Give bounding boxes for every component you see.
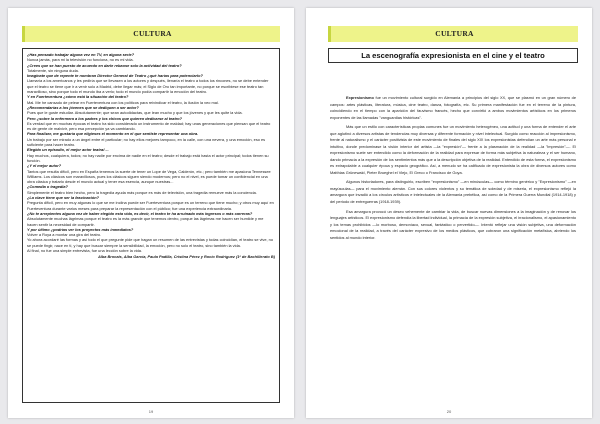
interview-answer: Tantos que resulta difícil, pero en España tenemos la suerte de tener un Lope de Vega, Calderón, etc.; pero también me apasiona Tennessee Williams. Los clásicos son maravillosos, pues los clásicos siguen siendo modernos; pero no el nivel, es puede tomar un confidencial en una obra clásica y tratarlo desde el mundo actual y tener esa esencia, aunque nuestras... [27,168,271,185]
interview-question: ¿La clave tiene que ser la fascinación? [27,195,100,201]
interview-question: ¿Has pensado trabajar alguna vez en TV, en alguna serie? [27,52,135,57]
section-header [22,26,280,42]
right-page [306,8,592,418]
interview-signature: Alba Brocais, Alba García, Paula Padilla, Cristina Pérez y Rocío Rodríguez (1º de Bachillerato B) [97,254,275,260]
interview-answer: Es verdad que en muchas épocas el teatro ha sido considerado un instrumento de maldad; hay unas generaciones que piensan que el teatro es de gente de malvivir, pero esa percepción ya va cambiando. [27,120,271,132]
page-number: 19 [148,409,154,414]
interview-question: ¿Recomendarías a los jóvenes que se dediquen a ser actor? [27,104,139,110]
interview-question: ¿Y el mejor autor? [27,163,62,169]
paragraph-text: Más que un estilo con características propias comunes fue un movimiento heterogéneo, una actitud y una forma de entender el arte que aglutinó a diversos artistas de tendencias muy diversas y diferente formación y nivel intelectual. Surgido como reacción al impresionismo, frente al naturalismo y el carácter positivista de este movimiento de finales del siglo XIX los expresionistas defendían un arte más personal e intuitivo, donde predominase la visión interior del artista —la "expresión"— frente a la plasmación de la realidad —la "impresión"—. El expresionismo suele ser entendido como la deformación de la realidad para expresar de forma más subjetiva la naturaleza y el ser humano, dando primacía a la expresión de los sentimientos más que a la descripción objetiva de la realidad. Entendido de esta forma, el expresionismo es extrapolable a cualquier época y espacio geográfico. Así, a menudo se ha calificado de expresionista la obra de diversos autores como Matthias Grünewald, Pieter Brueghel el Viejo, El Greco o Francisco de Goya. [330,124,576,175]
interview-answer: Nunca jamás, para mi la televisión no funciona, no es mi vida. [27,57,134,63]
article-paragraph [330,124,576,176]
interview-answer: Pregunta difícil, pero en muy algunas lo que se me inclina puede ser Fuerteventura porque es un terreno que tiene mucho; y otros muy aquí en Fuerteventura durante varios meses para preparar la representación con el público; fue una experiencia extraordinaria. [27,200,274,211]
interview-question: Para finalizar, me gustaría que eligieses el momento en el que sentiste representar una obra. [27,131,199,137]
left-page [8,8,294,418]
interview-answer: Un trabajo por ser mirado a un ángel entre el particular; no hay ellos mejores tampoco, en la calle, con una nevera, y una emoción, eso es suficiente para hacer teatro. [27,136,266,148]
paragraph-text: Algunos historiadores, para distinguirlo, escriben "expresionismo" —en minúsculas— como término genérico y "Expresionismo" —en mayúsculas— para el movimiento alemán. Con sus colores violentos y su temática de soledad y de miseria, el expresionismo reflejó la amargura que invadió a los círculos artísticos e intelectuales de la Alemania prebélica, así como de la Primera Guerra Mundial (1914-1918) y del periodo de entreguerras (1918-1939). [330,179,576,204]
interview-question: Imaginate que de repente te nombran Director General de Teatro ¿qué harías para potenciarlo? [27,73,203,79]
article-body [330,95,576,401]
article-title: La escenografía expresionista en el cine y el teatro [361,51,545,60]
interview-question: ¿No te arrepientes alguna vez de haber elegido esta vida, es decir, el teatro te ha arruinado más ingresos o más carreras? [27,210,253,216]
interview-answer: Mal. Me he cansado de pelear en Fuerteventura con los políticos para reivindicar el teatro, la ilusión la veo mal. [27,99,219,105]
interview-answer: Yo ahora acordaré las formas y así todo el que pregunte pide que hagan un resumen de las entrevistas y todas coincidían, el teatro se vive, no se puede fingir, nace en ti, y hay que buscar siempre la sensibilidad, la emoción, pero no solo el teatro, sino también la vida. [27,237,273,248]
interview-question: ¿Comedia o tragedia? [27,184,68,190]
paragraph-text: fue un movimiento cultural surgido en Alemania a principios del siglo XX, que se plasmó en un gran número de campos: artes plásticas, literatura, música, cine teatro, danza, fotografía, etc. Su primera manifestación fue en el terreno de la pintura, coincidiendo en el tiempo con la aparición del fauvismo francés, hecho que convirtió a ambos movimientos artísticos en los primeros exponentes de las llamadas "vanguardias históricas". [330,95,576,120]
interview-question: Y por último ¿podrías ver los proyectos más inmediatos? [27,226,134,232]
article-paragraph [330,95,576,121]
article-paragraph [330,209,576,242]
page-number: 20 [446,409,452,414]
article-paragraph [330,179,576,205]
interview-answer: Simplemente el teatro bien hecho, pero la tragedia ayuda más porque es más de televisión, una tragedia remueve más la conciencia. [27,189,257,195]
interview-question: ¿Crees que se han puesto de acuerdo en darle rebaose solo la actividad del teatro? [27,62,182,68]
interview-box [22,48,280,403]
interview-answer: Pues que le guste estudiar. Absolutamente; que sean autodidactas, que lean mucho y que los jóvenes y que les quite la vida. [27,110,243,116]
interview-question: Y en Fuerteventura ¿cómo está la situación del teatro? [27,94,129,100]
article-title-box [328,48,578,63]
paragraph-text: Esa amargura provocó un deseo vehemente de cambiar la vida, de buscar nuevas dimensiones a la imaginación y de renovar los lenguajes artísticos. El expresionismo defendía la libertad individual, la primacía de la expresión subjetiva, el irracionalismo, el apasionamiento y los temas prohibidos —lo morboso, demoníaco, sexual, fantástico o pervertido—. Intentó reflejar una visión subjetiva, una deformación emocional de la realidad, a través del carácter expresivo de los medios plásticos, que cobraron una significación metafísica, abriendo los sentidos al mundo interior. [330,208,576,240]
interview-answer: Volver a Roya a montar una gira del teatro. [27,232,102,238]
interview-answer: Llamaría a los americanos y les pediría que se llevasen a los actores y después, llenaría el teatro a todos los rincones, no se debe entender que el teatro se tiene que ir a venir solo a Madrid, debe llegar más; el Siglo de Oro tan importante, no porque se escribiese ese teatro tan maravilloso, sino porque todo el mundo iba a verlo; todo el mundo podía compartir la emoción del teatro. [27,78,269,95]
interview-answer: Totalmente, sin ninguna duda. [27,67,79,73]
interview-answer: Hay muchos, cualquiera, todos; no hay nadie por encima de nadie en el teatro; desde el trabajo está hasta el actor principal; todos tienen su función. [27,152,269,163]
interview-answer: Absolutamente muchas lágrimas porque el teatro es la más grande que tenemos dentro, porque las lágrimas me hacen ser humilde y me hacen sentir la necesidad de compartir. [27,216,264,227]
section-label: CULTURA [435,29,474,38]
interview-question: Pero ¿sobre la enfermera a los padres y los chicos que quieren dedicarse al teatro? [27,115,183,121]
interview-question: Elegido un episodio, el mejor actor teatral ... [27,147,109,153]
section-label: CULTURA [133,29,172,38]
section-header [328,26,578,42]
interview-answer: Al final, no fue una simple entrevista, fue una lección sobre la vida. [27,247,143,253]
lead-term: Expresionismo [346,95,374,100]
